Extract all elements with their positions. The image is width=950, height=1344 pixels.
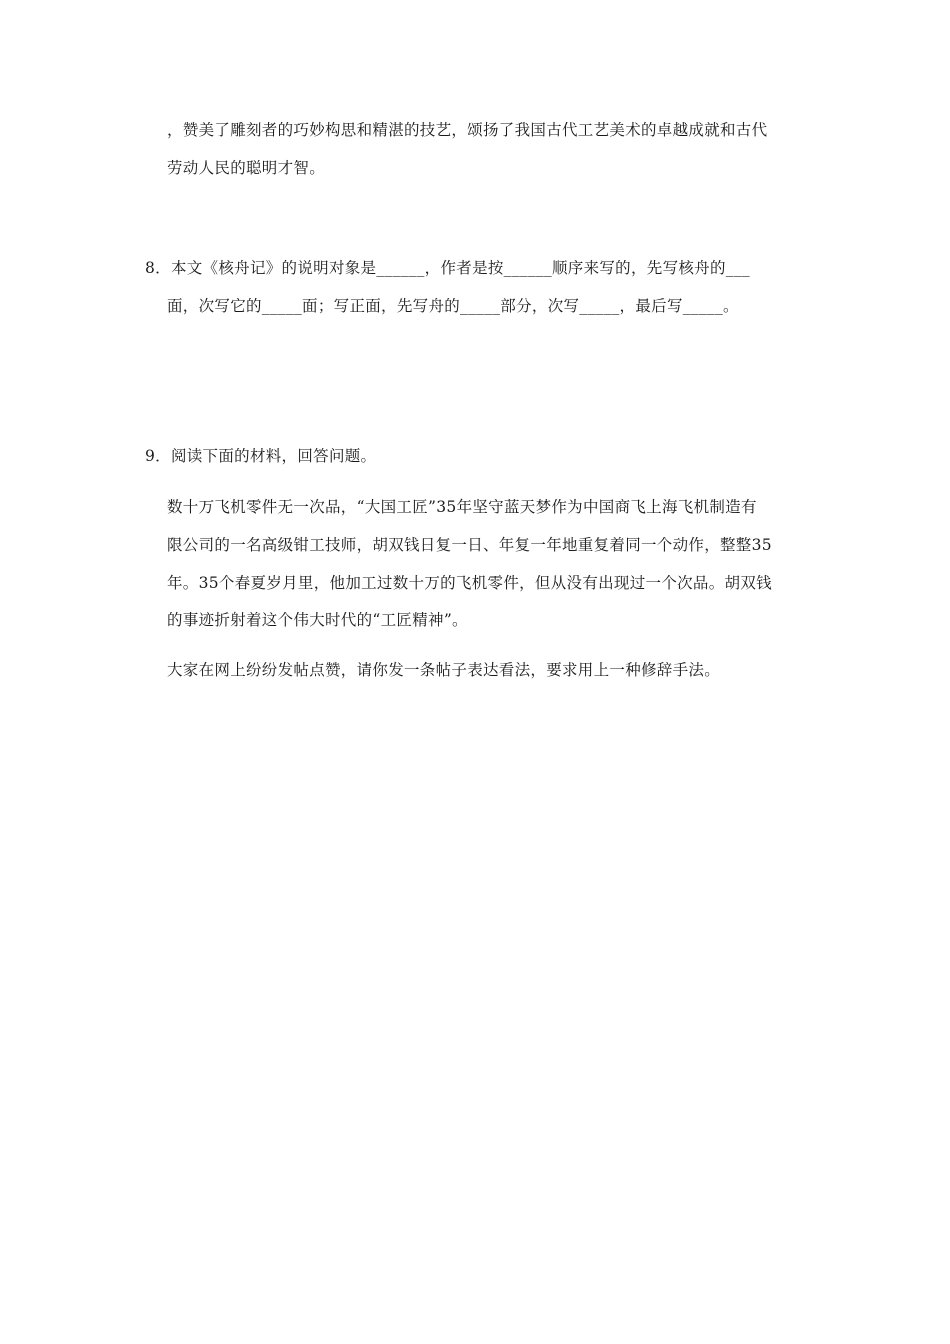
intro-paragraph-line-2: 劳动人民的聪明才智。 [167,159,326,177]
question-8-line-1: 8．本文《核舟记》的说明对象是______，作者是按______顺序来写的，先写核舟的___ [145,259,750,277]
question-9-material-line-1: 数十万飞机零件无一次品，“大国工匠”35年坚守蓝天梦作为中国商飞上海飞机制造有 [167,498,757,516]
question-9-prompt: 9．阅读下面的材料，回答问题。 [145,447,377,465]
question-8-line-2: 面，次写它的_____面；写正面，先写舟的_____部分，次写_____，最后写_____。 [167,297,739,315]
question-9-material-line-2: 限公司的一名高级钳工技师，胡双钱日复一日、年复一年地重复着同一个动作，整整35 [167,536,772,554]
question-9-material-line-3: 年。35个春夏岁月里，他加工过数十万的飞机零件，但从没有出现过一个次品。胡双钱 [167,574,772,592]
question-9-task: 大家在网上纷纷发帖点赞，请你发一条帖子表达看法，要求用上一种修辞手法。 [167,661,721,679]
intro-paragraph-line-1: ，赞美了雕刻者的巧妙构思和精湛的技艺，颂扬了我国古代工艺美术的卓越成就和古代 [167,121,768,139]
question-9-material-line-4: 的事迹折射着这个伟大时代的“工匠精神”。 [167,611,468,629]
